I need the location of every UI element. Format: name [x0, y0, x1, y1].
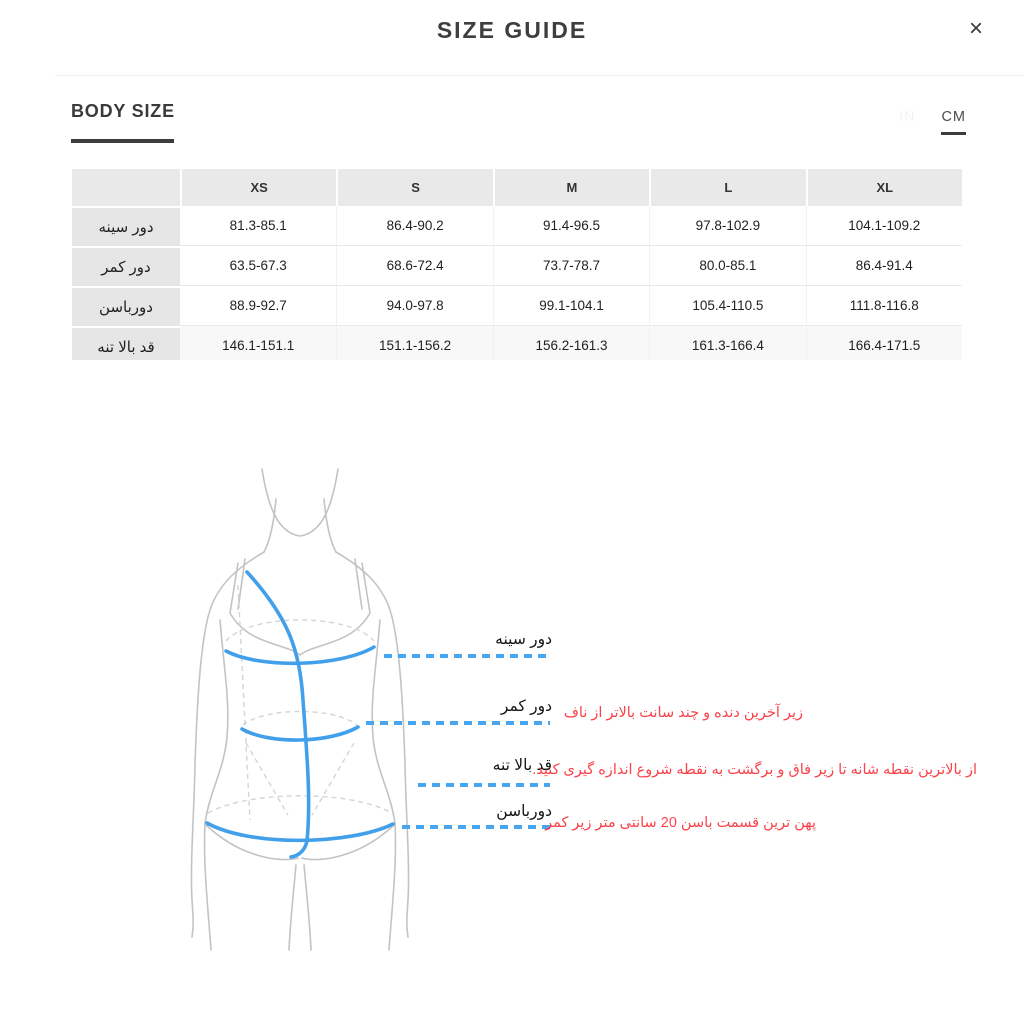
side-seam-guide	[238, 585, 250, 820]
table-corner-cell	[72, 169, 180, 206]
hips-note: پهن ترین قسمت باسن 20 سانتی متر زیر کمر	[545, 815, 816, 831]
column-header-l: L	[649, 169, 805, 206]
size-table	[72, 169, 962, 360]
cell-hips-xl: 111.8-116.8	[806, 286, 962, 326]
table-row-upper-body	[72, 326, 962, 360]
upper-body-label: قد بالا تنه	[492, 757, 552, 774]
bust-label: دور سینه	[495, 631, 552, 648]
unit-option-in[interactable]: IN	[898, 109, 916, 125]
unit-option-cm[interactable]: CM	[941, 109, 966, 135]
leg-inner-left	[289, 865, 296, 950]
neck-left	[264, 499, 276, 552]
cell-waist-s: 68.6-72.4	[336, 246, 492, 286]
waist-label: دور کمر	[500, 698, 552, 715]
row-label-waist: دور کمر	[72, 246, 180, 286]
bust-guide-arc	[226, 620, 374, 641]
cell-waist-l: 80.0-85.1	[649, 246, 805, 286]
bra-neckline	[230, 613, 370, 655]
column-header-xl: XL	[806, 169, 962, 206]
cell-hips-m: 99.1-104.1	[493, 286, 649, 326]
cell-waist-m: 73.7-78.7	[493, 246, 649, 286]
cell-hips-s: 94.0-97.8	[336, 286, 492, 326]
leg-outer-left	[205, 823, 211, 950]
cell-bust-l: 97.8-102.9	[649, 206, 805, 246]
body-size-underline	[71, 139, 174, 143]
hip-measure-line	[207, 823, 393, 840]
cell-upper-l: 161.3-166.4	[649, 326, 805, 360]
cell-waist-xs: 63.5-67.3	[180, 246, 336, 286]
cell-bust-s: 86.4-90.2	[336, 206, 492, 246]
header-divider	[55, 75, 1024, 76]
page-title: SIZE GUIDE	[436, 17, 588, 43]
table-row-bust	[72, 206, 962, 246]
table-row-waist	[72, 246, 962, 286]
hips-label: دورباسن	[496, 803, 552, 820]
waist-note: زیر آخرین دنده و چند سانت بالاتر از ناف	[563, 705, 803, 721]
body-size-heading: BODY SIZE	[71, 101, 175, 121]
column-header-m: M	[493, 169, 649, 206]
waist-measure-line	[242, 727, 358, 740]
column-header-s: S	[336, 169, 492, 206]
arm-right	[336, 552, 409, 937]
waist-guide-arc	[243, 712, 357, 726]
leg-inner-right	[304, 865, 311, 950]
cell-upper-s: 151.1-156.2	[336, 326, 492, 360]
upper-body-note: از بالاترین نقطه شانه تا زیر فاق و برگشت به نقطه شروع اندازه گیری کنید.	[532, 762, 977, 778]
chin-line	[262, 469, 338, 536]
cell-hips-xs: 88.9-92.7	[180, 286, 336, 326]
table-row-hips	[72, 286, 962, 326]
table-header-row	[72, 169, 962, 206]
row-label-bust: دور سینه	[72, 206, 180, 246]
cell-hips-l: 105.4-110.5	[649, 286, 805, 326]
size-table-container	[72, 169, 962, 360]
close-icon[interactable]: ×	[968, 15, 983, 42]
cell-upper-m: 156.2-161.3	[493, 326, 649, 360]
cell-bust-xl: 104.1-109.2	[806, 206, 962, 246]
unit-toggle	[899, 109, 966, 135]
column-header-xs: XS	[180, 169, 336, 206]
hip-v-guides	[246, 743, 354, 815]
cell-bust-xs: 81.3-85.1	[180, 206, 336, 246]
measure-lines	[207, 572, 393, 857]
cell-bust-m: 91.4-96.5	[493, 206, 649, 246]
cell-upper-xs: 146.1-151.1	[180, 326, 336, 360]
row-label-upper-body: قد بالا تنه	[72, 326, 180, 360]
row-label-hips: دورباسن	[72, 286, 180, 326]
upper-body-measure-line	[247, 572, 309, 857]
leg-outer-right	[389, 823, 395, 950]
cell-waist-xl: 86.4-91.4	[806, 246, 962, 286]
cell-upper-xl: 166.4-171.5	[806, 326, 962, 360]
body-outline	[191, 469, 408, 950]
neck-right	[324, 499, 336, 552]
arm-left	[191, 552, 264, 937]
hip-guide-arc	[208, 796, 392, 813]
